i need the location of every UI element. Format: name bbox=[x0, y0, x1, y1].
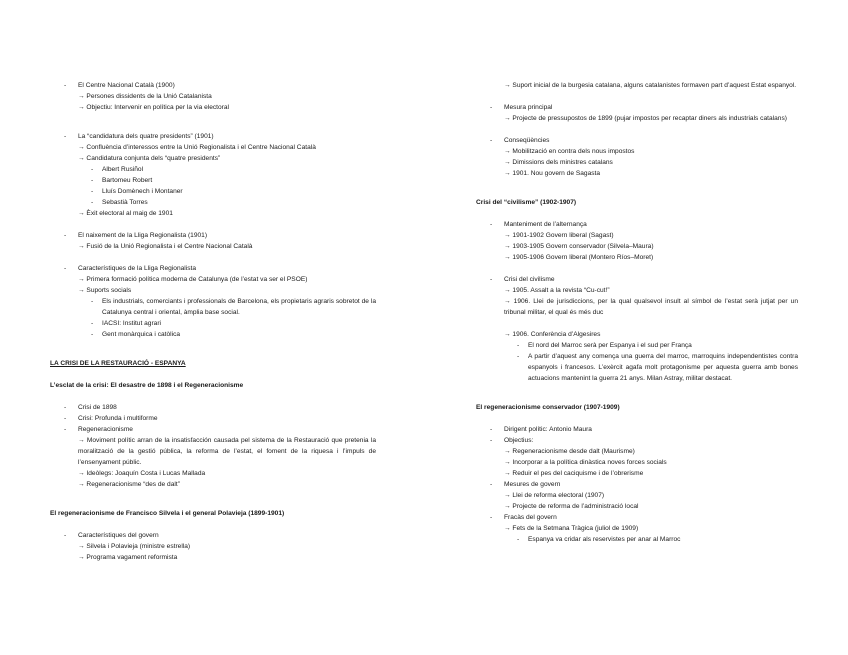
bullet-item bbox=[50, 530, 376, 541]
arrow-text: → Persones dissidents de la Unió Catalanista bbox=[78, 93, 212, 100]
bullet-item bbox=[50, 424, 376, 435]
bullet-text: Crisi de 1898 bbox=[78, 404, 117, 411]
right-column bbox=[476, 80, 798, 545]
arrow-item bbox=[50, 552, 376, 563]
spacer bbox=[50, 519, 376, 530]
spacer bbox=[476, 413, 798, 424]
bullet-marker: - bbox=[91, 166, 94, 173]
arrow-item bbox=[50, 91, 376, 102]
bullet-marker: - bbox=[490, 221, 493, 228]
arrow-item bbox=[50, 435, 376, 468]
bullet-text: Bartomeu Robert bbox=[102, 177, 153, 184]
bullet-text: Dirigent polític: Antonio Maura bbox=[504, 426, 592, 433]
spacer bbox=[50, 369, 376, 380]
arrow-item bbox=[50, 479, 376, 490]
bullet-item bbox=[476, 512, 798, 523]
heading-text: LA CRISI DE LA RESTAURACIÓ - ESPANYA bbox=[50, 360, 186, 367]
bullet-item bbox=[50, 131, 376, 142]
sub-bullet-item bbox=[476, 351, 798, 384]
arrow-text: → Èxit electoral al maig de 1901 bbox=[78, 210, 173, 217]
bullet-marker: - bbox=[490, 104, 493, 111]
arrow-text: → 1905-1906 Govern liberal (Montero Ríos–Moret) bbox=[504, 254, 654, 261]
spacer bbox=[50, 113, 376, 131]
bullet-text: Conseqüències bbox=[504, 137, 550, 144]
bullet-marker: - bbox=[64, 404, 67, 411]
arrow-text: → Regeneracionisme “des de dalt” bbox=[78, 481, 180, 488]
bullet-text: El nord del Marroc serà per Espanya i el sud per França bbox=[528, 342, 692, 349]
arrow-text: → Silvela i Polavieja (ministre estrella) bbox=[78, 543, 191, 550]
bullet-text: Mesures de govern bbox=[504, 481, 561, 488]
arrow-text: → Programa vagament reformista bbox=[78, 554, 178, 561]
bullet-text: Característiques de la Lliga Regionalista bbox=[78, 265, 197, 272]
bullet-item bbox=[476, 219, 798, 230]
spacer bbox=[50, 252, 376, 263]
arrow-item bbox=[476, 490, 798, 501]
bullet-marker: - bbox=[490, 437, 493, 444]
bullet-marker: - bbox=[490, 514, 493, 521]
bullet-marker: - bbox=[91, 177, 94, 184]
sub-bullet-item bbox=[50, 296, 376, 318]
arrow-text: → Objectiu: Intervenir en política per la via electoral bbox=[78, 104, 229, 111]
section-heading bbox=[476, 402, 798, 413]
arrow-item bbox=[476, 285, 798, 296]
arrow-item bbox=[50, 102, 376, 113]
arrow-item bbox=[476, 241, 798, 252]
arrow-text: → 1903-1905 Govern conservador (Silvela–Maura) bbox=[504, 243, 654, 250]
arrow-item bbox=[476, 230, 798, 241]
arrow-item bbox=[476, 168, 798, 179]
bullet-text: Albert Rusiñol bbox=[102, 166, 144, 173]
arrow-item bbox=[50, 241, 376, 252]
bullet-item bbox=[476, 274, 798, 285]
sub-bullet-item bbox=[50, 175, 376, 186]
bullet-marker: - bbox=[490, 481, 493, 488]
arrow-item bbox=[476, 501, 798, 512]
arrow-text: → 1901. Nou govern de Sagasta bbox=[504, 170, 601, 177]
sub-bullet-item bbox=[476, 534, 798, 545]
arrow-text: → Suports socials bbox=[78, 287, 132, 294]
arrow-text: → Projecte de pressupostos de 1899 (pujar impostos per recaptar diners als industrials catalans) bbox=[504, 115, 787, 122]
spacer bbox=[476, 208, 798, 219]
arrow-item bbox=[476, 113, 798, 124]
bullet-text: Regeneracionisme bbox=[78, 426, 133, 433]
sub-bullet-item bbox=[50, 186, 376, 197]
bullet-item bbox=[476, 435, 798, 446]
bullet-text: Espanya va cridar als reservistes per anar al Marroc bbox=[528, 536, 681, 543]
bullet-text: IACSI: Institut agrari bbox=[102, 320, 161, 327]
bullet-marker: - bbox=[64, 415, 67, 422]
bullet-text: El naixement de la Lliga Regionalista (1901) bbox=[78, 232, 208, 239]
bullet-item bbox=[50, 413, 376, 424]
arrow-item bbox=[476, 457, 798, 468]
arrow-item bbox=[476, 252, 798, 263]
bullet-marker: - bbox=[64, 532, 67, 539]
sub-bullet-item bbox=[50, 329, 376, 340]
sub-bullet-item bbox=[50, 164, 376, 175]
arrow-text: → 1906. Llei de jurisdiccions, per la qual qualsevol insult al símbol de l’estat serà jutjat per un tribunal militar, el qual és més duc bbox=[504, 298, 798, 316]
arrow-text: → Llei de reforma electoral (1907) bbox=[504, 492, 605, 499]
bullet-text: Gent monàrquica i catòlica bbox=[102, 331, 181, 338]
arrow-item bbox=[476, 523, 798, 534]
arrow-item bbox=[50, 468, 376, 479]
bullet-marker: - bbox=[91, 188, 94, 195]
arrow-text: → Dimissions dels ministres catalans bbox=[504, 159, 613, 166]
bullet-text: La “candidatura dels quatre presidents” (1901) bbox=[78, 133, 214, 140]
bullet-item bbox=[476, 102, 798, 113]
bullet-text: Mesura principal bbox=[504, 104, 553, 111]
heading-text: El regeneracionisme conservador (1907-1909) bbox=[476, 404, 620, 411]
arrow-text: → Confluència d’interessos entre la Unió Regionalista i el Centre Nacional Català bbox=[78, 144, 316, 151]
arrow-item bbox=[476, 157, 798, 168]
bullet-text: Manteniment de l’alternança bbox=[504, 221, 587, 228]
spacer bbox=[50, 490, 376, 508]
arrow-item bbox=[50, 208, 376, 219]
spacer bbox=[476, 179, 798, 197]
bullet-marker: - bbox=[64, 426, 67, 433]
arrow-text: → Fusió de la Unió Regionalista i el Centre Nacional Català bbox=[78, 243, 253, 250]
arrow-item bbox=[476, 80, 798, 91]
bullet-text: A partir d’aquest any comença una guerra del marroc, marroquins independentistes contra espanyols i francesos. L’exèrcit agafa molt protagonisme per aquesta guerra amb bones actuacions mantenint la guerra 21 anys. Milan Astray, militar destacat. bbox=[528, 353, 798, 382]
bullet-text: Fracàs del govern bbox=[504, 514, 557, 521]
arrow-text: → Incorporar a la política dinàstica noves forces socials bbox=[504, 459, 667, 466]
arrow-item bbox=[50, 274, 376, 285]
heading-text: Crisi del “civilisme” (1902-1907) bbox=[476, 199, 577, 206]
arrow-text: → Regeneracionisme desde dalt (Maurisme) bbox=[504, 448, 635, 455]
sub-bullet-item bbox=[50, 318, 376, 329]
bullet-item bbox=[476, 135, 798, 146]
bullet-marker: - bbox=[91, 331, 94, 338]
arrow-item bbox=[476, 146, 798, 157]
bullet-marker: - bbox=[517, 342, 520, 349]
bullet-marker: - bbox=[517, 353, 520, 360]
arrow-item bbox=[476, 329, 798, 340]
bullet-marker: - bbox=[64, 232, 67, 239]
arrow-text: → 1905. Assalt a la revista “Cu-cut!” bbox=[504, 287, 610, 294]
arrow-text: → Ideòlegs: Joaquín Costa i Lucas Mallada bbox=[78, 470, 206, 477]
bullet-item bbox=[50, 80, 376, 91]
bullet-text: Crisi: Profunda i multiforme bbox=[78, 415, 158, 422]
spacer bbox=[476, 384, 798, 402]
bullet-text: Característiques del govern bbox=[78, 532, 159, 539]
heading-text: L’esclat de la crisi: El desastre de 1898 i el Regeneracionisme bbox=[50, 382, 244, 389]
arrow-item bbox=[50, 153, 376, 164]
bullet-item bbox=[50, 402, 376, 413]
arrow-text: → 1906. Conferència d’Algesires bbox=[504, 331, 601, 338]
arrow-text: → Reduir el pes del caciquisme i de l’obrerisme bbox=[504, 470, 644, 477]
bullet-marker: - bbox=[64, 265, 67, 272]
spacer bbox=[476, 318, 798, 329]
sub-bullet-item bbox=[476, 340, 798, 351]
arrow-item bbox=[50, 541, 376, 552]
arrow-text: → Candidatura conjunta dels “quatre presidents” bbox=[78, 155, 221, 162]
arrow-item bbox=[476, 296, 798, 318]
bullet-marker: - bbox=[91, 199, 94, 206]
bullet-item bbox=[50, 263, 376, 274]
arrow-text: → Projecte de reforma de l’administració local bbox=[504, 503, 639, 510]
spacer bbox=[476, 263, 798, 274]
spacer bbox=[50, 391, 376, 402]
arrow-text: → Fets de la Setmana Tràgica (juliol de 1909) bbox=[504, 525, 639, 532]
bullet-item bbox=[476, 479, 798, 490]
bullet-text: Objectius: bbox=[504, 437, 534, 444]
bullet-marker: - bbox=[91, 298, 94, 305]
bullet-item bbox=[476, 424, 798, 435]
arrow-text: → Moviment polític arran de la insatisfacción causada pel sistema de la Restauració que pretenia la moralització de la gestió pública, la reforma de l’estat, el foment de la riquesa i l’impuls de l’ensenyament públic. bbox=[78, 437, 376, 466]
arrow-text: → Mobilització en contra dels nous impostos bbox=[504, 148, 635, 155]
spacer bbox=[50, 340, 376, 358]
bullet-marker: - bbox=[91, 320, 94, 327]
bullet-marker: - bbox=[490, 276, 493, 283]
bullet-marker: - bbox=[517, 536, 520, 543]
spacer bbox=[476, 91, 798, 102]
section-heading bbox=[50, 508, 376, 519]
arrow-item bbox=[476, 468, 798, 479]
sub-bullet-item bbox=[50, 197, 376, 208]
bullet-marker: - bbox=[64, 82, 67, 89]
left-column bbox=[50, 80, 376, 563]
main-heading bbox=[50, 358, 376, 369]
spacer bbox=[476, 124, 798, 135]
bullet-marker: - bbox=[490, 137, 493, 144]
bullet-text: Els industrials, comerciants i professionals de Barcelona, els propietaris agraris sobretot de la Catalunya central i oriental, àmplia base social. bbox=[102, 298, 376, 316]
heading-text: El regeneracionisme de Francisco Silvela i el general Polavieja (1899-1901) bbox=[50, 510, 285, 517]
bullet-marker: - bbox=[490, 426, 493, 433]
bullet-text: Sebastià Torres bbox=[102, 199, 148, 206]
bullet-marker: - bbox=[64, 133, 67, 140]
spacer bbox=[50, 219, 376, 230]
arrow-item bbox=[50, 285, 376, 296]
bullet-text: Crisi del civilisme bbox=[504, 276, 555, 283]
arrow-item bbox=[476, 446, 798, 457]
arrow-text: → Suport inicial de la burgesia catalana, alguns catalanistes formaven part d’aquest Estat espanyol. bbox=[504, 82, 797, 89]
bullet-text: Lluís Domènech i Montaner bbox=[102, 188, 183, 195]
arrow-text: → Primera formació política moderna de Catalunya (de l’estat va ser el PSOE) bbox=[78, 276, 308, 283]
bullet-item bbox=[50, 230, 376, 241]
arrow-item bbox=[50, 142, 376, 153]
section-heading bbox=[476, 197, 798, 208]
arrow-text: → 1901-1902 Govern liberal (Sagast) bbox=[504, 232, 614, 239]
bullet-text: El Centre Nacional Català (1900) bbox=[78, 82, 175, 89]
section-heading bbox=[50, 380, 376, 391]
